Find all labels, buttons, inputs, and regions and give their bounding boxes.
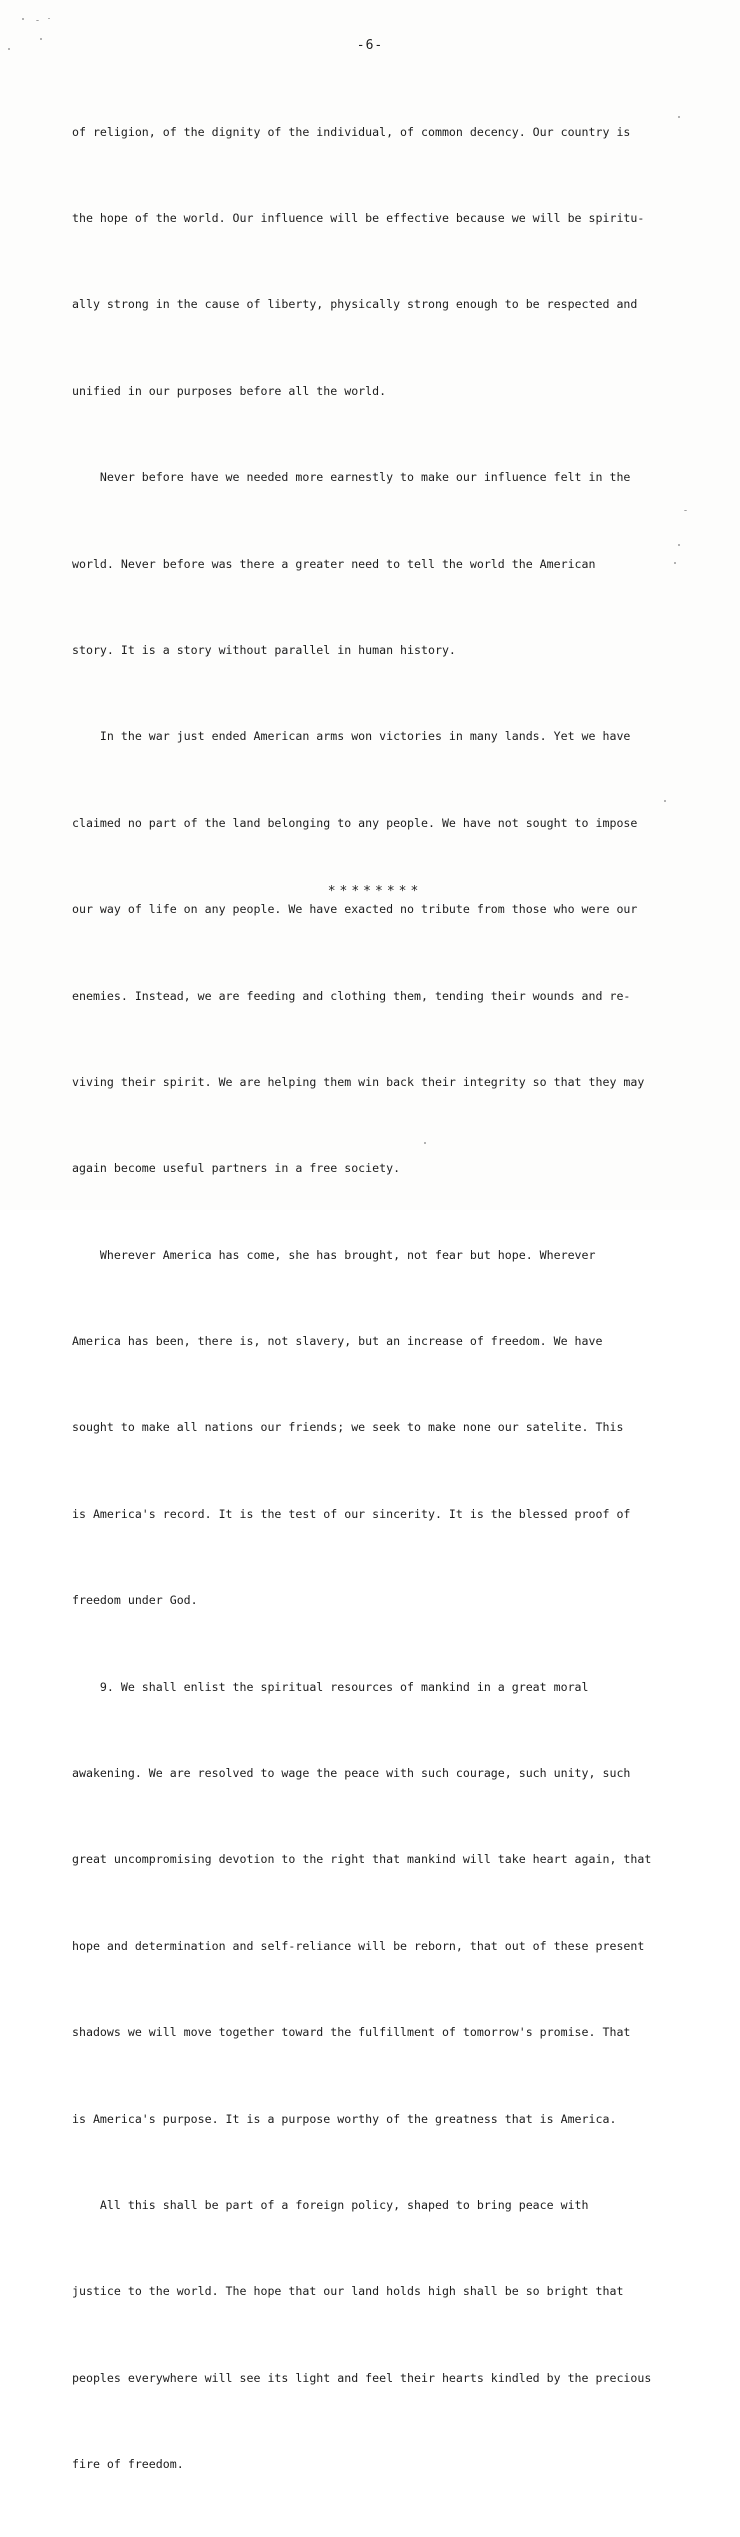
text-line: the hope of the world. Our influence will be effective because we will be spiritu-: [72, 210, 645, 225]
text-line: is America's record. It is the test of our sincerity. It is the blessed proof of: [72, 1506, 631, 1521]
text-line: story. It is a story without parallel in human history.: [72, 642, 456, 657]
body-text: [72, 60, 692, 2537]
text-line: is America's purpose. It is a purpose worthy of the greatness that is America.: [72, 2111, 617, 2126]
text-line: Never before have we needed more earnestly to make our influence felt in the: [72, 470, 631, 485]
text-line: our way of life on any people. We have exacted no tribute from those who were our: [72, 902, 638, 917]
text-line: of religion, of the dignity of the individual, of common decency. Our country is: [72, 124, 631, 139]
page-number: -6-: [356, 38, 384, 53]
end-of-document-stars: ********: [327, 884, 423, 899]
text-line: America has been, there is, not slavery, but an increase of freedom. We have: [72, 1334, 603, 1349]
text-line: freedom under God.: [72, 1593, 198, 1608]
scan-speck: [36, 20, 39, 21]
text-line: again become useful partners in a free society.: [72, 1161, 401, 1176]
text-line: unified in our purposes before all the world.: [72, 383, 387, 398]
text-line: shadows we will move together toward the fulfillment of tomorrow's promise. That: [72, 2025, 631, 2040]
text-line: fire of freedom.: [72, 2457, 184, 2472]
text-line: viving their spirit. We are helping them win back their integrity so that they may: [72, 1074, 645, 1089]
text-line: awakening. We are resolved to wage the peace with such courage, such unity, such: [72, 1766, 631, 1781]
text-line: sought to make all nations our friends; we seek to make none our satelite. This: [72, 1420, 624, 1435]
text-line: 9. We shall enlist the spiritual resources of mankind in a great moral: [72, 1679, 589, 1694]
text-line: peoples everywhere will see its light and feel their hearts kindled by the precious: [72, 2370, 652, 2385]
text-line: hope and determination and self-reliance will be reborn, that out of these present: [72, 1938, 645, 1953]
text-line: All this shall be part of a foreign policy, shaped to bring peace with: [72, 2197, 589, 2212]
scan-speck: [22, 18, 24, 20]
text-line: world. Never before was there a greater need to tell the world the American: [72, 556, 596, 571]
text-line: In the war just ended American arms won victories in many lands. Yet we have: [72, 729, 631, 744]
text-line: claimed no part of the land belonging to any people. We have not sought to impose: [72, 815, 638, 830]
text-line: justice to the world. The hope that our land holds high shall be so bright that: [72, 2284, 624, 2299]
text-line: Wherever America has come, she has brought, not fear but hope. Wherever: [72, 1247, 596, 1262]
scan-speck: [48, 18, 50, 19]
text-line: enemies. Instead, we are feeding and clothing them, tending their wounds and re-: [72, 988, 631, 1003]
text-line: ally strong in the cause of liberty, physically strong enough to be respected and: [72, 297, 638, 312]
text-line: great uncompromising devotion to the right that mankind will take heart again, that: [72, 1852, 652, 1867]
